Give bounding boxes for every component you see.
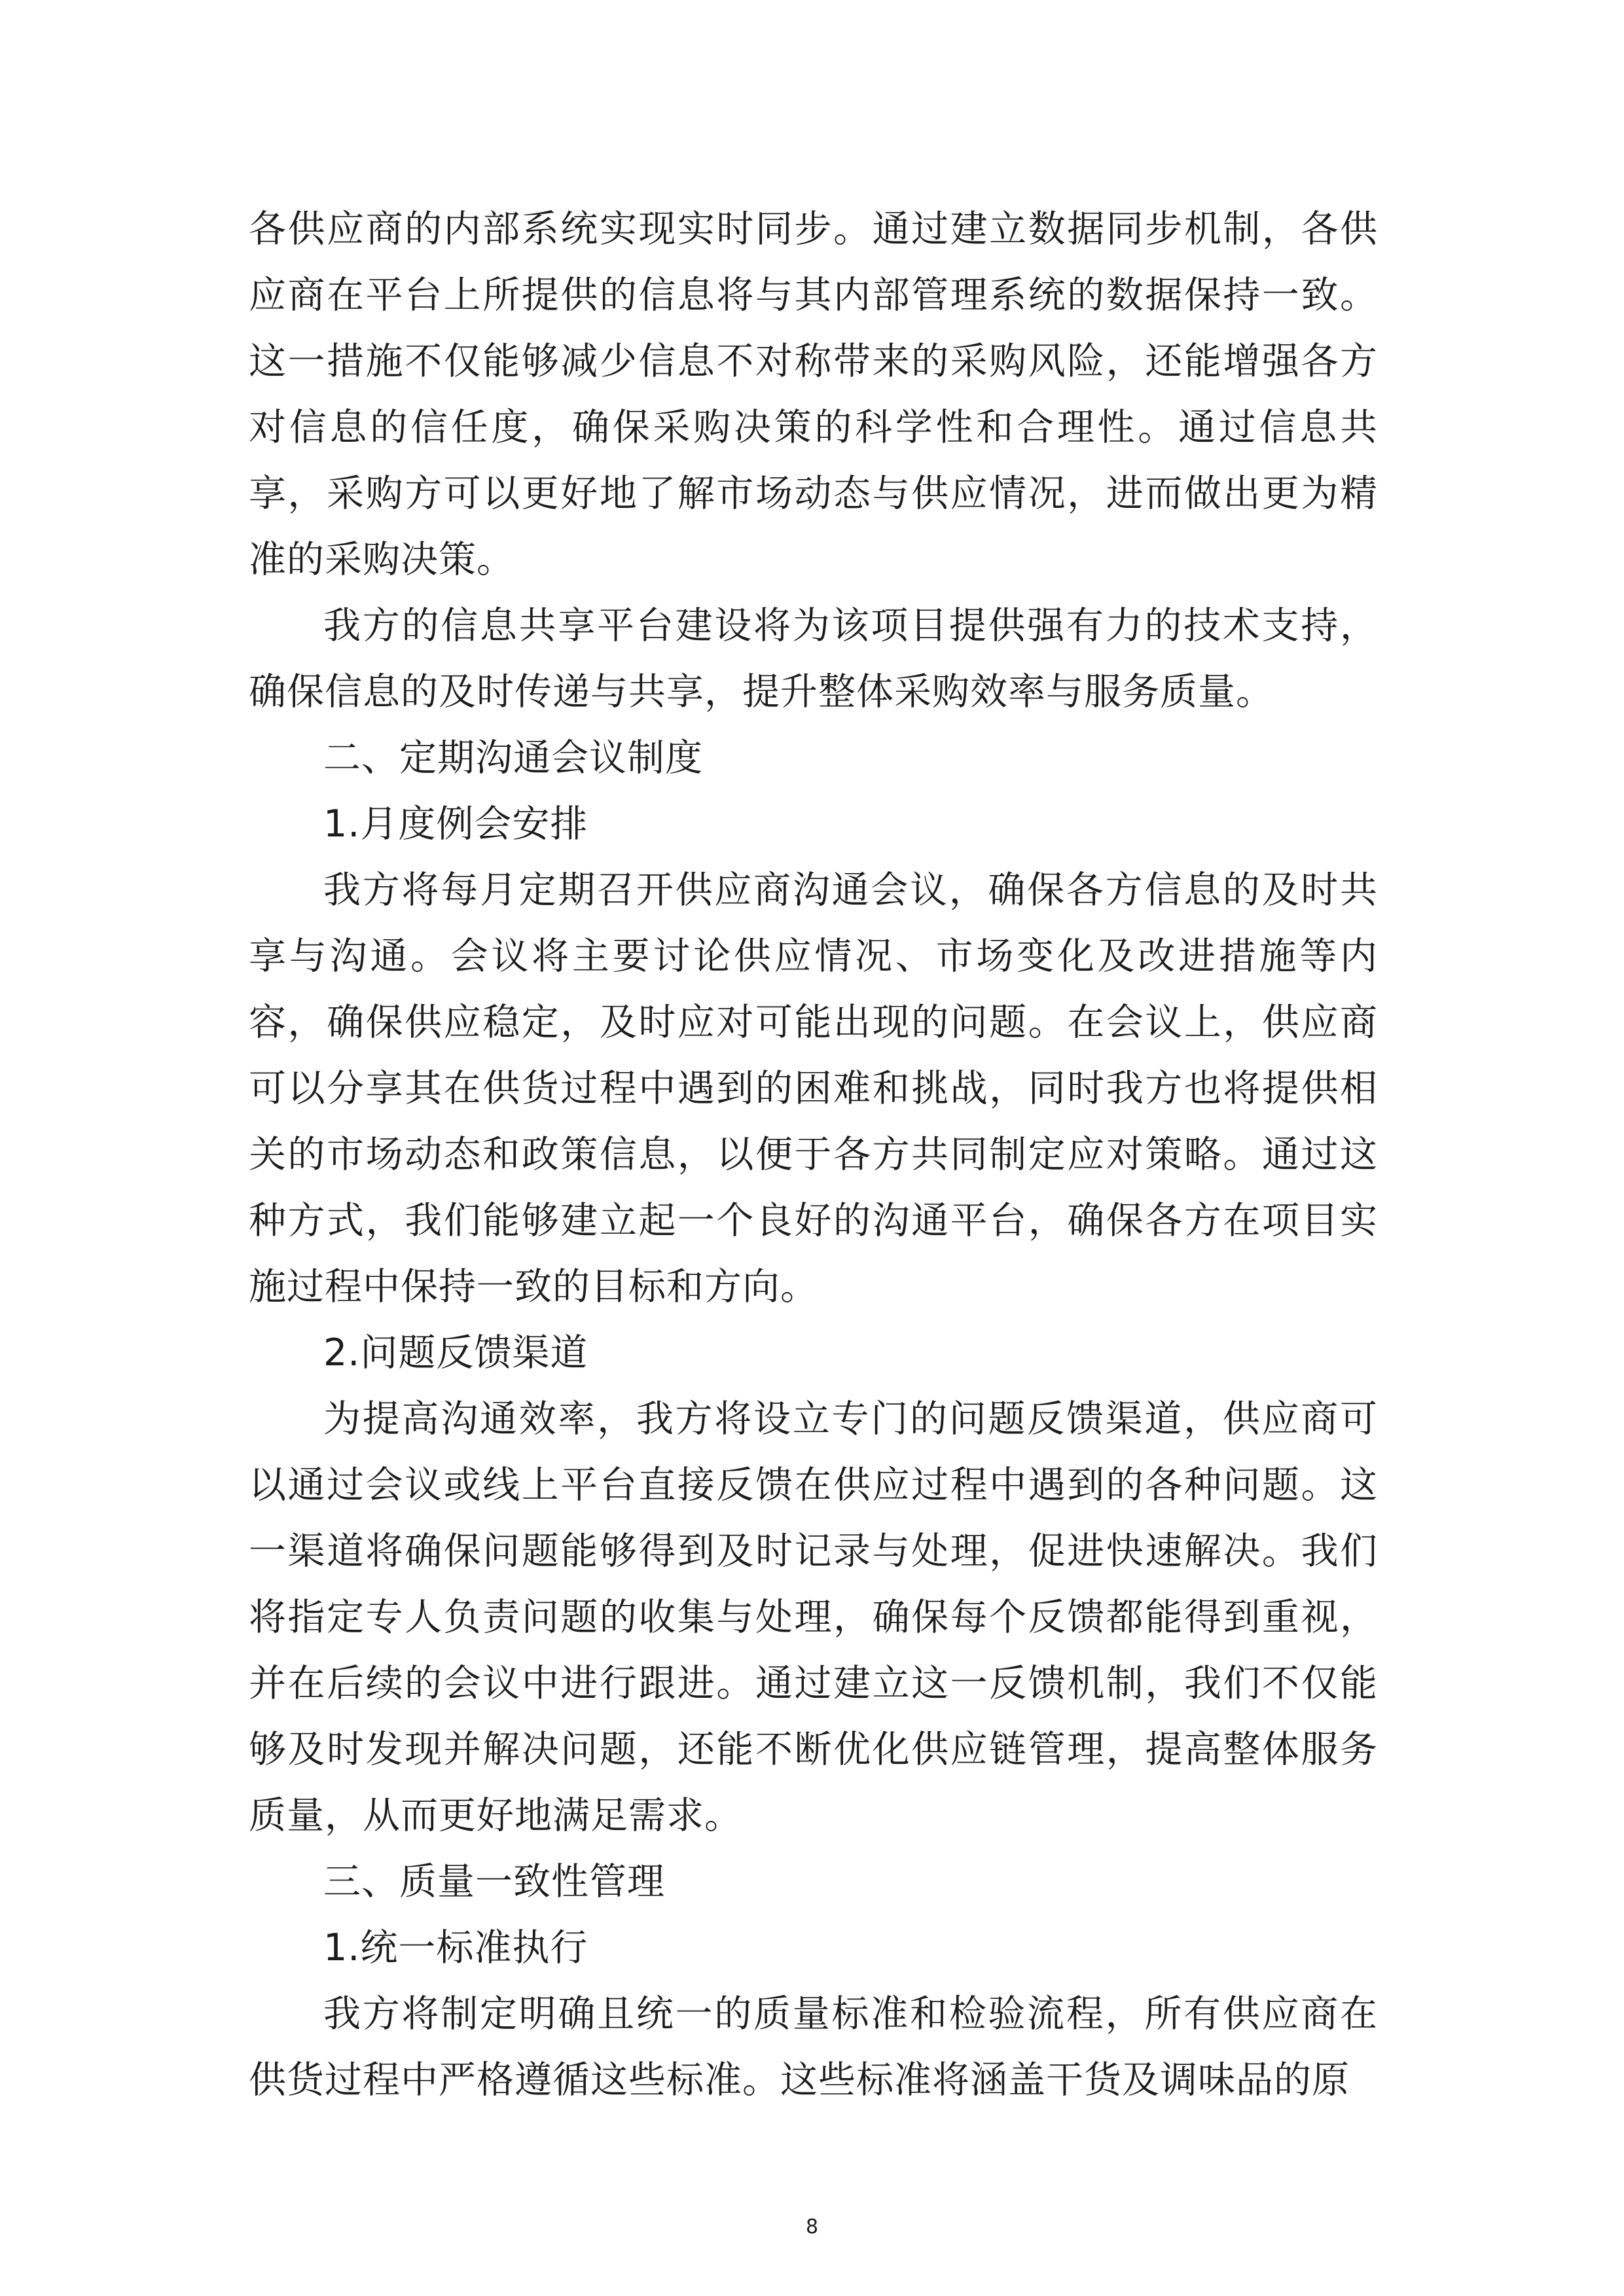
page-number: 8 — [805, 2215, 819, 2238]
subheading-unified-standards: 1.统一标准执行 — [323, 1926, 588, 1969]
paragraph-monthly-meeting: 我方将每月定期召开供应商沟通会议，确保各方信息的及时共享与沟通。会议将主要讨论供应情况、市场变化及改进措施等内容，确保供应稳定，及时应对可能出现的问题。在会议上，供应商可以分享其在供货过程中遇到的困难和挑战，同时我方也将提供相关的市场动态和政策信息，以便于各方共同制定应对策略。通过这种方式，我们能够建立起一个良好的沟通平台，确保各方在项目实施过程中保持一致的目标和方向。 — [249, 869, 1378, 1308]
paragraph-data-sync: 各供应商的内部系统实现实时同步。通过建立数据同步机制，各供应商在平台上所提供的信息将与其内部管理系统的数据保持一致。这一措施不仅能够减少信息不对称带来的采购风险，还能增强各方对信息的信任度，确保采购决策的科学性和合理性。通过信息共享，采购方可以更好地了解市场动态与供应情况，进而做出更为精准的采购决策。 — [249, 207, 1378, 581]
paragraph-platform-support: 我方的信息共享平台建设将为该项目提供强有力的技术支持，确保信息的及时传递与共享，提升整体采购效率与服务质量。 — [249, 604, 1378, 713]
section-heading-quality-consistency: 三、质量一致性管理 — [323, 1860, 665, 1903]
paragraph-unified-standards: 我方将制定明确且统一的质量标准和检验流程，所有供应商在供货过程中严格遵循这些标准。这些标准将涵盖干货及调味品的原 — [249, 1992, 1378, 2102]
document-body — [249, 196, 1378, 2113]
subheading-feedback-channel: 2.问题反馈渠道 — [323, 1331, 588, 1374]
paragraph-feedback-channel: 为提高沟通效率，我方将设立专门的问题反馈渠道，供应商可以通过会议或线上平台直接反馈在供应过程中遇到的各种问题。这一渠道将确保问题能够得到及时记录与处理，促进快速解决。我们将指定专人负责问题的收集与处理，确保每个反馈都能得到重视，并在后续的会议中进行跟进。通过建立这一反馈机制，我们不仅能够及时发现并解决问题，还能不断优化供应链管理，提高整体服务质量，从而更好地满足需求。 — [249, 1397, 1378, 1837]
section-heading-communication-meetings: 二、定期沟通会议制度 — [323, 736, 703, 780]
subheading-monthly-meeting: 1.月度例会安排 — [323, 802, 588, 846]
